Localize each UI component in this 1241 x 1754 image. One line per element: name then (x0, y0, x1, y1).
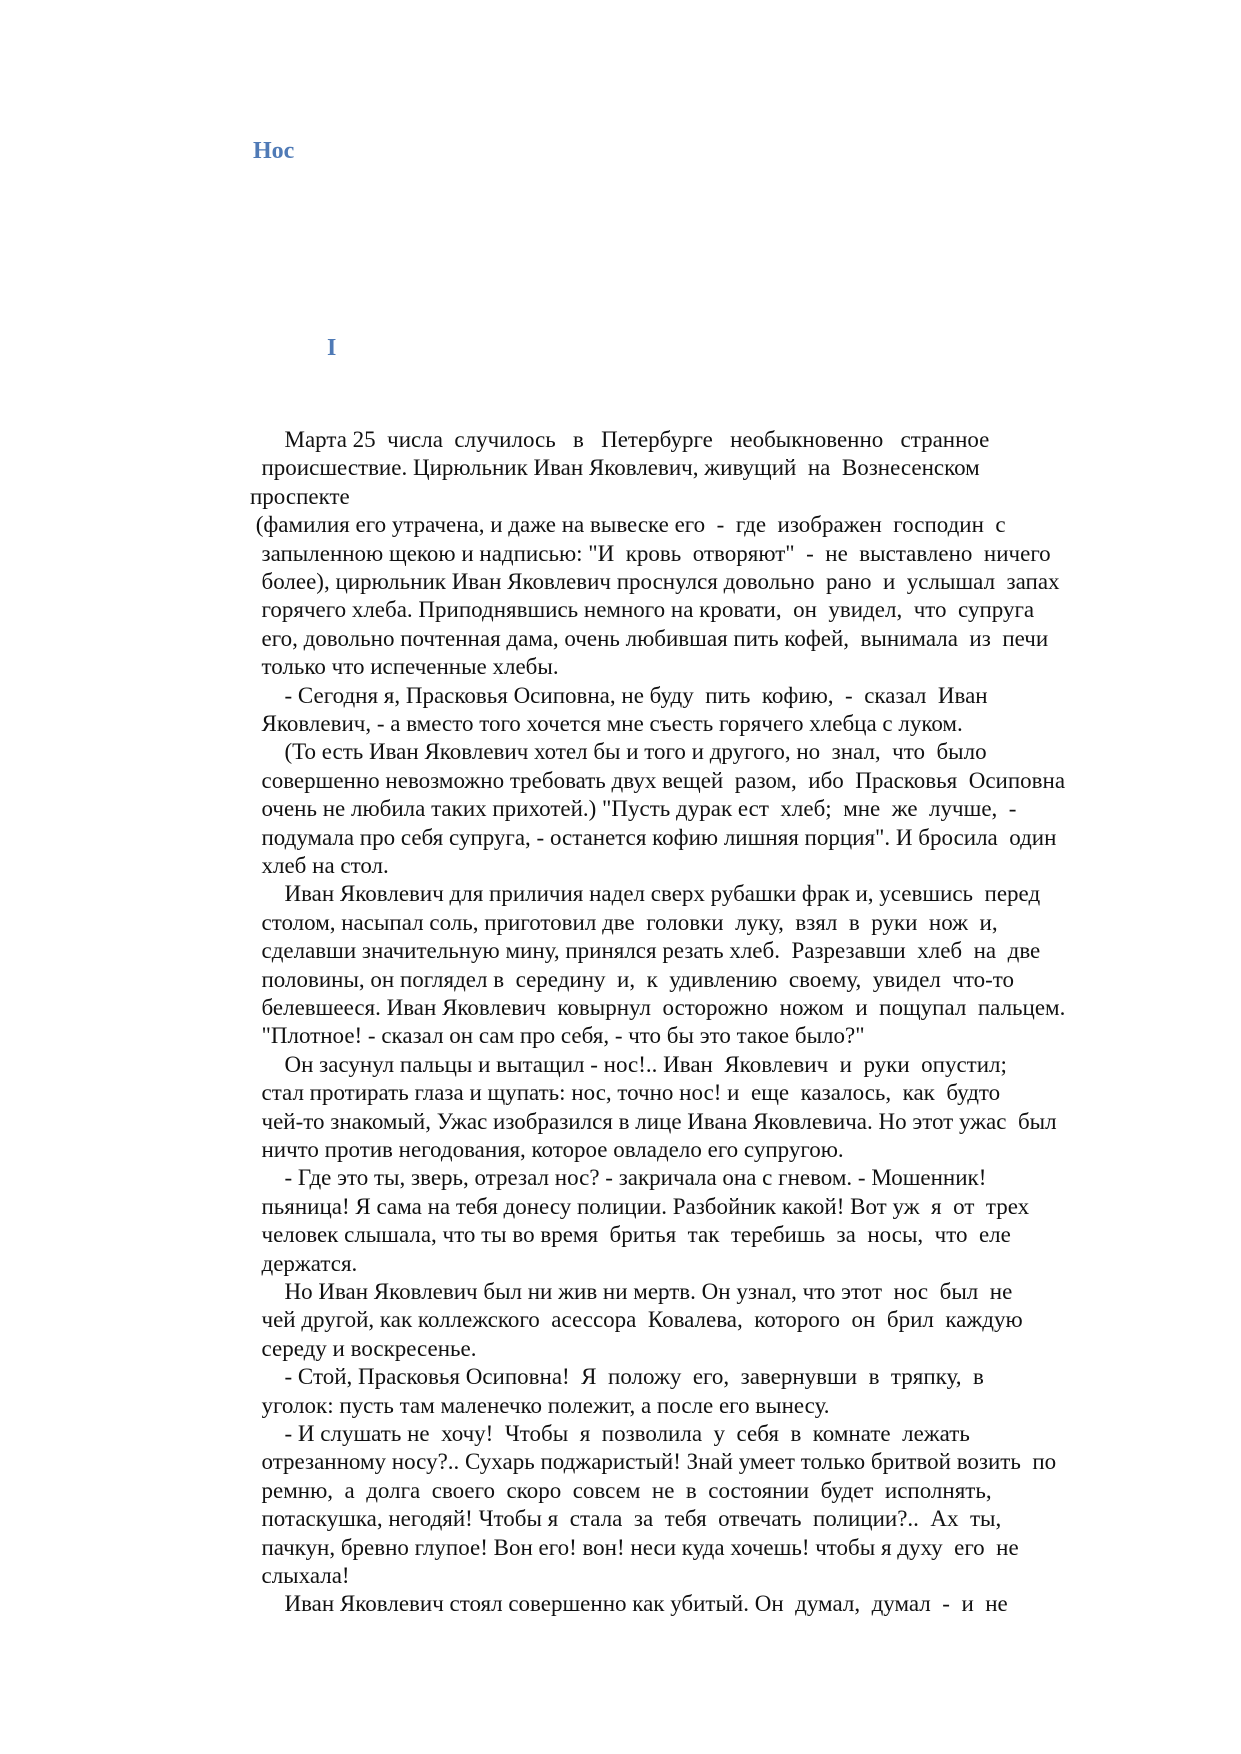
text-line: - И слушать не хочу! Чтобы я позволила у себя в комнате лежать (250, 1421, 970, 1446)
text-line: (фамилия его утрачена, и даже на вывеске его - где изображен господин с (250, 512, 1006, 538)
text-line: Иван Яковлевич для приличия надел сверх рубашки фрак и, усевшись перед (250, 881, 1041, 907)
text-line: стал протирать глаза и щупать: нос, точно нос! и еще казалось, как будто (250, 1080, 1001, 1106)
chapter-heading: I (327, 335, 337, 361)
text-line: пьяница! Я сама на тебя донесу полиции. Разбойник какой! Вот уж я от трех (250, 1193, 1030, 1219)
text-line: чей-то знакомый, Ужас изобразился в лице Ивана Яковлевича. Но этот ужас был (250, 1108, 1057, 1134)
text-line: происшествие. Цирюльник Иван Яковлевич, живущий на Вознесенском (250, 455, 980, 481)
text-line: ничто против негодования, которое овладело его супругою. (250, 1137, 844, 1162)
text-line: Но Иван Яковлевич был ни жив ни мертв. Он узнал, что этот нос был не (250, 1279, 1013, 1304)
text-line: сделавши значительную мину, принялся резать хлеб. Разрезавши хлеб на две (250, 938, 1041, 964)
text-line: чей другой, как коллежского асессора Ковалева, которого он брил каждую (250, 1307, 1023, 1333)
text-line: держатся. (250, 1250, 358, 1276)
text-line: пачкун, бревно глупое! Вон его! вон! неси куда хочешь! чтобы я духу его не (250, 1534, 1019, 1560)
text-line: более), цирюльник Иван Яковлевич проснулся довольно рано и услышал запах (250, 569, 1060, 594)
text-line: Марта 25 числа случилось в Петербурге необыкновенно странное (250, 427, 990, 452)
text-line: слыхала! (250, 1563, 350, 1588)
text-line: (То есть Иван Яковлевич хотел бы и того и другого, но знал, что было (250, 739, 987, 765)
text-line: человек слышала, что ты во время бритья так теребишь за носы, что еле (250, 1222, 1011, 1248)
document-title: Нос (253, 138, 295, 164)
text-line: "Плотное! - сказал он сам про себя, - что бы это такое было?" (250, 1023, 865, 1049)
text-line: - Сегодня я, Прасковья Осиповна, не буду пить кофию, - сказал Иван (250, 682, 988, 708)
text-line: горячего хлеба. Приподнявшись немного на кровати, он увидел, что супруга (250, 597, 1035, 623)
text-line: уголок: пусть там маленечко полежит, а после его вынесу. (250, 1392, 830, 1418)
text-line: очень не любила таких прихотей.) "Пусть дурак ест хлеб; мне же лучше, - (250, 796, 1017, 822)
text-line: половины, он поглядел в середину и, к удивлению своему, увидел что-то (250, 966, 1015, 992)
text-line: только что испеченные хлебы. (250, 654, 559, 680)
text-line: хлеб на стол. (250, 853, 389, 878)
text-line: Он засунул пальцы и вытащил - нос!.. Иван Яковлевич и руки опустил; (250, 1051, 1007, 1077)
text-line: - Где это ты, зверь, отрезал нос? - закричала она с гневом. - Мошенник! (250, 1165, 987, 1191)
text-line: столом, насыпал соль, приготовил две головки луку, взял в руки нож и, (250, 909, 998, 935)
text-line: его, довольно почтенная дама, очень любившая пить кофей, вынимала из печи (250, 625, 1049, 651)
text-line: подумала про себя супруга, - останется кофию лишняя порция". И бросила один (250, 824, 1057, 850)
text-line: совершенно невозможно требовать двух вещей разом, ибо Прасковья Осиповна (250, 767, 1066, 793)
text-line: проспекте (250, 483, 350, 509)
text-line: Яковлевич, - а вместо того хочется мне съесть горячего хлебца с луком. (250, 711, 963, 736)
text-line: ремню, а долга своего скоро совсем не в состоянии будет исполнять, (250, 1477, 992, 1503)
text-line: - Стой, Прасковья Осиповна! Я положу его, завернувши в тряпку, в (250, 1364, 984, 1390)
text-line: Иван Яковлевич стоял совершенно как убитый. Он думал, думал - и не (250, 1591, 1008, 1617)
text-line: потаскушка, негодяй! Чтобы я стала за тебя отвечать полиции?.. Ах ты, (250, 1506, 1002, 1532)
text-line: отрезанному носу?.. Сухарь поджаристый! Знай умеет только бритвой возить по (250, 1449, 1057, 1475)
text-line: запыленною щекою и надписью: "И кровь отворяют" - не выставлено ничего (250, 540, 1051, 566)
text-line: середу и воскресенье. (250, 1335, 477, 1361)
text-line: белевшееся. Иван Яковлевич ковырнул осторожно ножом и пощупал пальцем. (250, 995, 1066, 1020)
